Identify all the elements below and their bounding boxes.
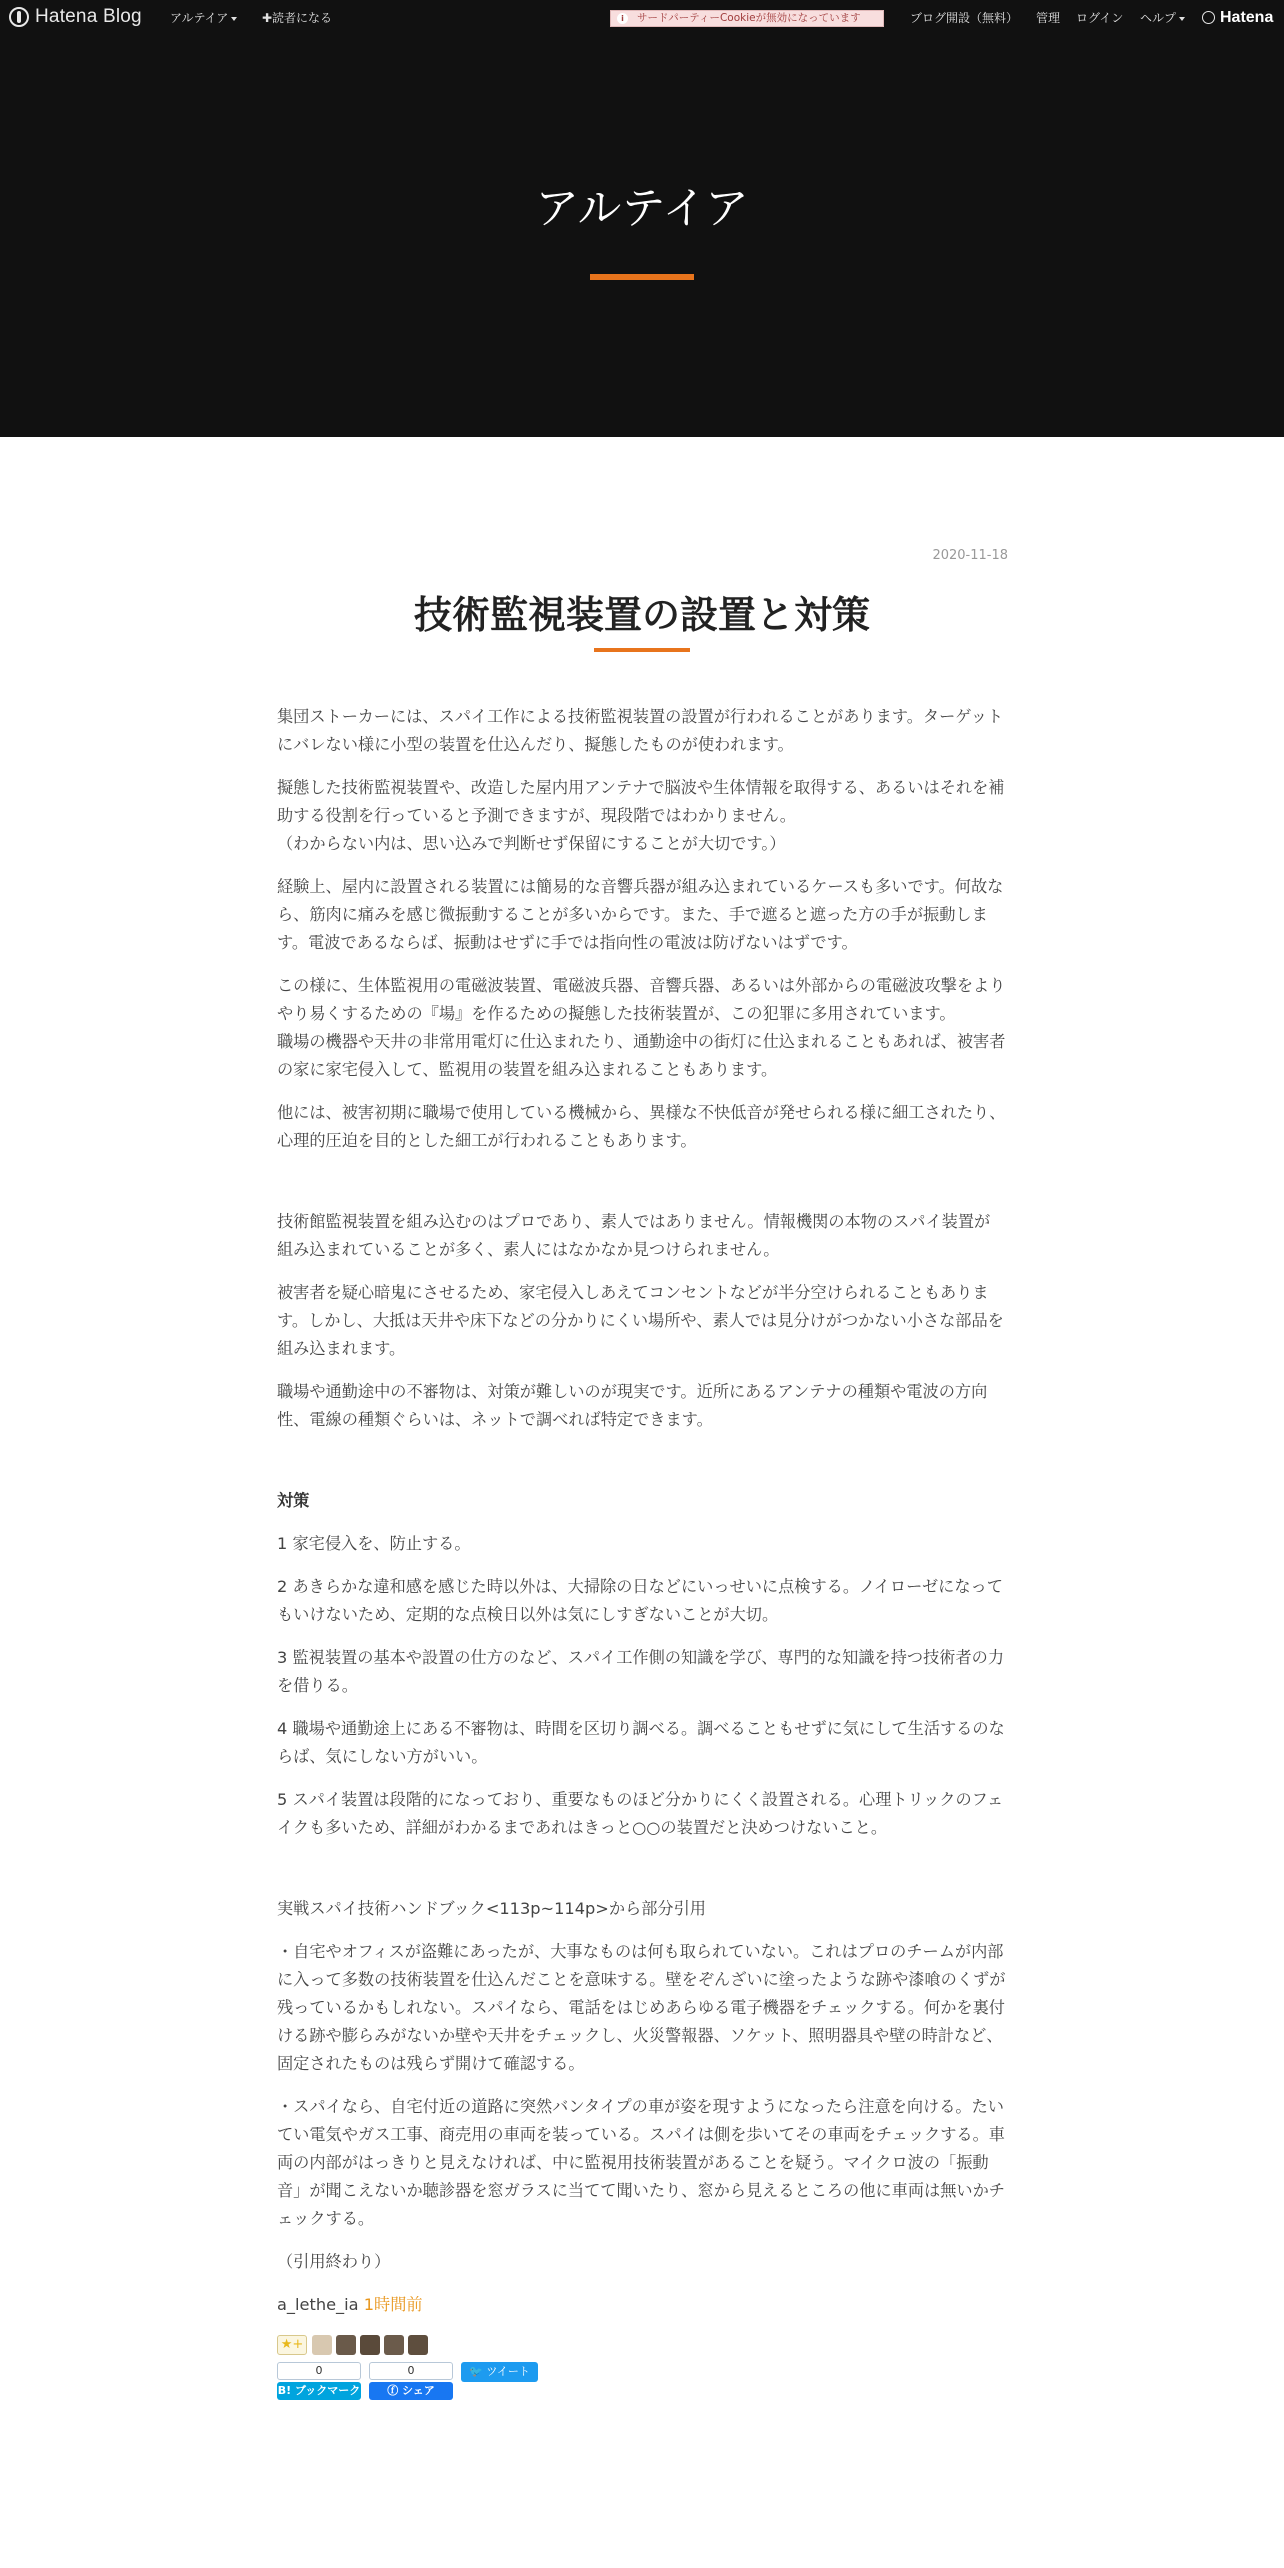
star-user-avatar[interactable] bbox=[336, 2335, 356, 2355]
hatena-bookmark-count[interactable]: 0 bbox=[277, 2362, 361, 2380]
hatena-blog-logo-text: Hatena Blog bbox=[35, 6, 142, 27]
help-dropdown[interactable] bbox=[1140, 11, 1185, 25]
blog-title[interactable]: アルテイア bbox=[535, 183, 749, 234]
countermeasure-item: 1 家宅侵入を、防止する。 bbox=[277, 1534, 471, 1553]
paragraph: 技術館監視装置を組み込むのはプロであり、素人ではありません。情報機関の本物のスパイ装置が組み込まれていることが多く、素人にはなかなか見つけられません。 bbox=[277, 1212, 991, 1259]
chevron-down-icon bbox=[231, 17, 237, 21]
paragraph bbox=[277, 774, 1006, 858]
help-label: ヘルプ bbox=[1140, 11, 1177, 25]
time-ago-link[interactable]: 1時間前 bbox=[363, 2295, 423, 2314]
info-icon: i bbox=[617, 13, 628, 24]
star-user-avatar[interactable] bbox=[360, 2335, 380, 2355]
entry-title-underline bbox=[594, 648, 690, 652]
spacer bbox=[277, 1857, 1006, 1895]
entry-title[interactable]: 技術監視装置の設置と対策 bbox=[413, 593, 870, 637]
hatena-bookmark-share bbox=[277, 2362, 361, 2400]
paragraph: 職場や通勤途中の不審物は、対策が難しいのが現実です。近所にあるアンテナの種類や電波の方向性、電線の種類ぐらいは、ネットで調べれば特定できます。 bbox=[277, 1382, 988, 1429]
paragraph: 経験上、屋内に設置される装置には簡易的な音響兵器が組み込まれているケースも多いです。何故なら、筋肉に痛みを感じ微振動することが多いからです。また、手で遮ると遮った方の手が振動します。電波であるならば、振動はせずに手では指向性の電波は防げないはずです。 bbox=[277, 877, 1004, 952]
blog-menu-dropdown[interactable] bbox=[170, 11, 237, 25]
chevron-down-icon bbox=[1179, 17, 1185, 21]
title-underline bbox=[590, 274, 694, 280]
subscribe-button[interactable]: ✚読者になる bbox=[262, 11, 333, 25]
tweet-label: ツイート bbox=[486, 2365, 530, 2378]
cookie-notice[interactable] bbox=[610, 10, 884, 27]
blog-menu-label: アルテイア bbox=[170, 11, 229, 25]
entry-date[interactable]: 2020-11-18 bbox=[932, 548, 1008, 563]
facebook-icon: ⓕ bbox=[387, 2384, 403, 2397]
tweet-button[interactable] bbox=[461, 2362, 538, 2382]
quote-paragraph: ・自宅やオフィスが盗難にあったが、大事なものは何も取られていない。これはプロのチームが内部に入って多数の技術装置を仕込んだことを意味する。壁をぞんざいに塗ったような跡や漆喰のくずが残っているかもしれない。スパイなら、電話をはじめあらゆる電子機器をチェックする。何かを裏付ける跡や膨らみがないか壁や天井をチェックし、火災警報器、ソケット、照明器具や壁の時計など、固定されたものは残らず開けて確認する。 bbox=[277, 1942, 1006, 2073]
global-header bbox=[0, 0, 1284, 37]
share-row bbox=[277, 2362, 1006, 2402]
countermeasure-item: 2 あきらかな違和感を感じた時以外は、大掃除の日などにいっせいに点検する。ノイローゼになってもいけないため、定期的な点検日以外は気にしすぎないことが大切。 bbox=[277, 1577, 1003, 1624]
star-row bbox=[277, 2333, 1006, 2357]
add-star-button[interactable]: ★+ bbox=[277, 2335, 307, 2355]
create-blog-link[interactable]: ブログ開設（無料） bbox=[910, 11, 1019, 25]
spacer bbox=[277, 1170, 1006, 1208]
quote-end: （引用終わり） bbox=[277, 2252, 391, 2271]
quote-paragraph: ・スパイなら、自宅付近の道路に突然バンタイプの車が姿を現すようになったら注意を向ける。たいてい電気やガス工事、商売用の車両を装っている。スパイは側を歩いてその車両をチェックする。車両の内部がはっきりと見えなければ、中に監視用技術装置があることを疑う。マイクロ波の「振動音」が聞こえないか聴診器を窓ガラスに当てて聞いたり、窓から見えるところの他に車両は無いかチェックする。 bbox=[277, 2097, 1005, 2228]
manage-link[interactable]: 管理 bbox=[1036, 11, 1061, 25]
paragraph: 他には、被害初期に職場で使用している機械から、異様な不快低音が発せられる様に細工されたり、心理的圧迫を目的とした細工が行われることもあります。 bbox=[277, 1103, 1006, 1150]
quote-intro: 実戦スパイ技術ハンドブック<113p~114p>から部分引用 bbox=[277, 1899, 706, 1918]
facebook-share-count[interactable]: 0 bbox=[369, 2362, 453, 2380]
star-user-avatar[interactable] bbox=[384, 2335, 404, 2355]
spacer bbox=[277, 1449, 1006, 1487]
blog-header bbox=[0, 37, 1284, 437]
hatena-icon bbox=[1202, 11, 1215, 24]
login-link[interactable]: ログイン bbox=[1076, 11, 1124, 25]
facebook-share-label: シェア bbox=[402, 2384, 435, 2397]
facebook-share bbox=[369, 2362, 453, 2400]
cookie-notice-text: サードパーティーCookieが無効になっています bbox=[637, 12, 861, 24]
paragraph: 集団ストーカーには、スパイ工作による技術監視装置の設置が行われることがあります。ターゲットにバレない様に小型の装置を仕込んだり、擬態したものが使われます。 bbox=[277, 707, 1004, 754]
paragraph: 被害者を疑心暗鬼にさせるため、家宅侵入しあえてコンセントなどが半分空けられることもあります。しかし、大抵は天井や床下などの分かりにくい場所や、素人では見分けがつかない小さな部品を組み込まれます。 bbox=[277, 1283, 1004, 1358]
entry-content bbox=[277, 703, 1006, 2402]
star-user-avatar[interactable] bbox=[312, 2335, 332, 2355]
countermeasures-heading: 対策 bbox=[277, 1491, 310, 1510]
hatena-link[interactable]: Hatena bbox=[1220, 9, 1274, 26]
countermeasure-item: 4 職場や通勤途上にある不審物は、時間を区切り調べる。調べることもせずに気にして生活するのならば、気にしない方がいい。 bbox=[277, 1719, 1005, 1766]
paragraph-line: この様に、生体監視用の電磁波装置、電磁波兵器、音響兵器、あるいは外部からの電磁波攻撃をよりやり易くするための『場』を作るための擬態した技術装置が、この犯罪に多用されています。 職場の機器や天井の非常用電灯に仕込まれたり、通勤途中の街灯に仕込まれることもあれば、被害者の家に家宅侵入して、監視用の装置を組み込まれることもあります。 bbox=[277, 976, 1006, 1079]
hatena-blog-logo[interactable] bbox=[9, 6, 142, 28]
author-link[interactable]: a_lethe_ia bbox=[277, 2295, 359, 2314]
hatena-blog-logo-icon bbox=[9, 7, 29, 27]
paragraph-line: 擬態した技術監視装置や、改造した屋内用アンテナで脳波や生体情報を取得する、あるいはそれを補助する役割を行っていると予測できますが、現段階ではわかりません。 （わからない内は、思い込みで判断せず保留にすることが大切です。） bbox=[277, 778, 1005, 853]
hatena-bookmark-button[interactable]: B! ブックマーク bbox=[277, 2382, 361, 2400]
twitter-bird-icon: 🐦 bbox=[469, 2365, 487, 2378]
countermeasure-item: 3 監視装置の基本や設置の仕方のなど、スパイ工作側の知識を学び、専門的な知識を持つ技術者の力を借りる。 bbox=[277, 1648, 1005, 1695]
countermeasure-item: 5 スパイ装置は段階的になっており、重要なものほど分かりにくく設置される。心理トリックのフェイクも多いため、詳細がわかるまであれはきっと○○の装置だと決めつけないこと。 bbox=[277, 1790, 1004, 1837]
star-user-avatar[interactable] bbox=[408, 2335, 428, 2355]
facebook-share-button[interactable] bbox=[369, 2382, 453, 2400]
entry-footer-author bbox=[277, 2291, 1006, 2319]
paragraph bbox=[277, 972, 1006, 1084]
